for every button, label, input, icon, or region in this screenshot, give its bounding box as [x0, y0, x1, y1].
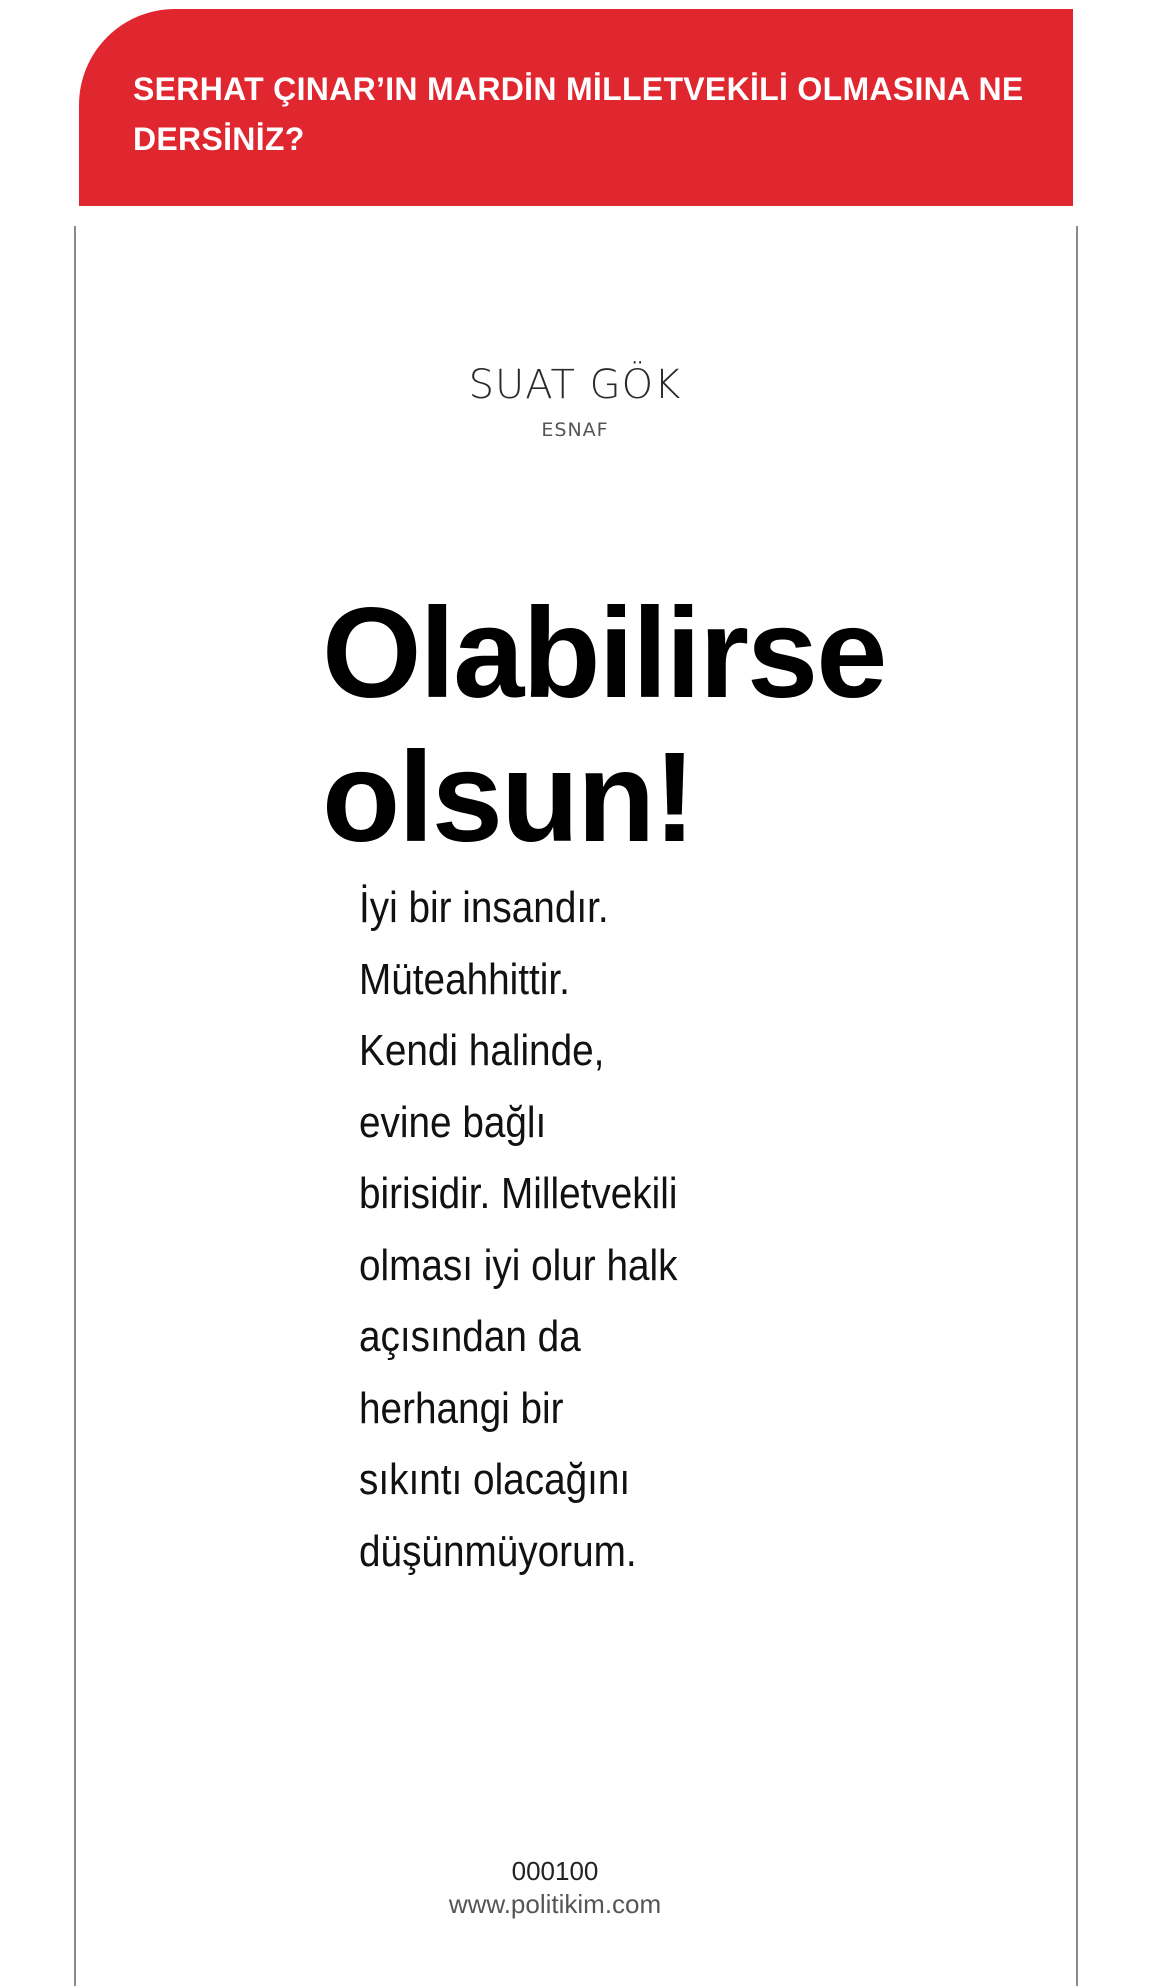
footer-site: www.politikim.com: [448, 1889, 662, 1919]
quote-line: Müteahhittir.: [359, 954, 570, 1004]
headline-line: olsun!: [322, 726, 694, 869]
quote-line: herhangi bir: [359, 1383, 564, 1433]
headline: [322, 582, 1022, 870]
quote-line: olması iyi olur halk: [359, 1240, 678, 1290]
quote-line: evine bağlı: [359, 1097, 547, 1147]
person-name: SUAT GÖK: [468, 362, 682, 408]
quote-line: düşünmüyorum.: [359, 1526, 637, 1576]
frame-left-border: [74, 226, 76, 1986]
header-title: SERHAT ÇINAR’IN MARDİN MİLLETVEKİLİ OLMASINA NE DERSİNİZ?: [133, 71, 1024, 157]
quote-line: birisidir. Milletvekili: [359, 1169, 678, 1218]
footer-code: 000100: [511, 1856, 599, 1886]
quote-text: [359, 872, 919, 1587]
frame-right-border: [1076, 226, 1078, 1986]
header-banner: [79, 9, 1073, 206]
headline-line: Olabilirse: [322, 582, 886, 725]
person-role: ESNAF: [541, 419, 609, 441]
quote-line: açısından da: [359, 1312, 581, 1361]
quote-line: İyi bir insandır.: [359, 883, 609, 932]
quote-line: Kendi halinde,: [359, 1026, 605, 1075]
quote-line: sıkıntı olacağını: [359, 1455, 631, 1504]
